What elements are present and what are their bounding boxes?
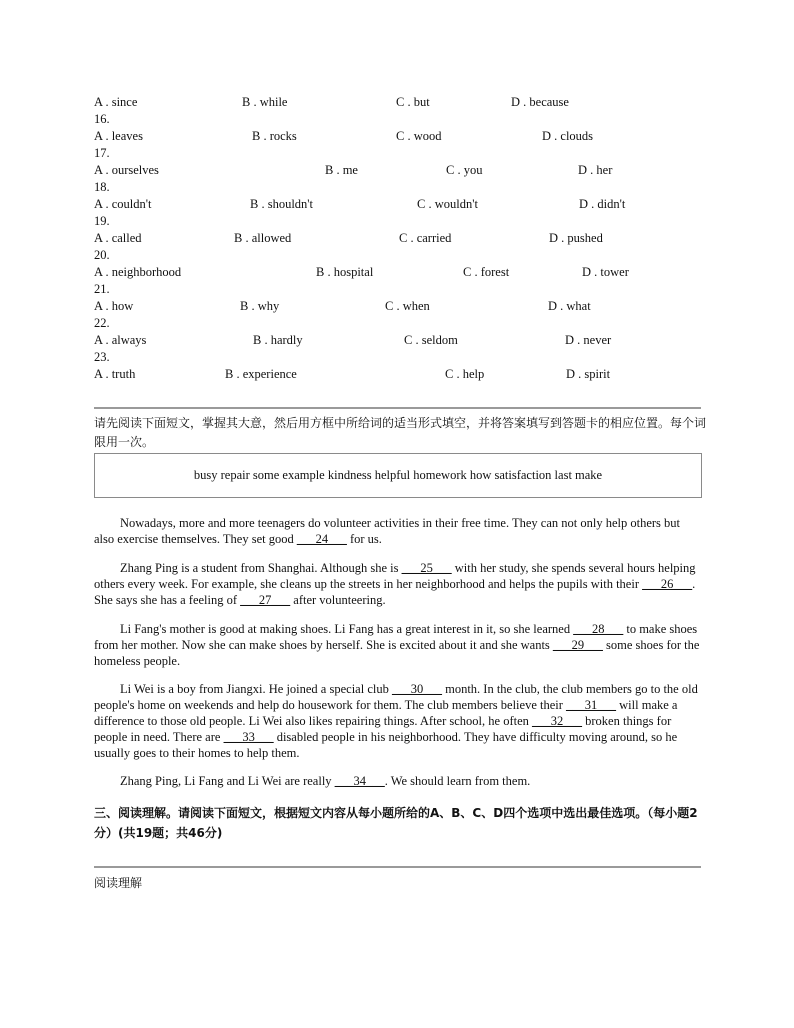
- blank-24[interactable]: ___24___: [296, 532, 347, 546]
- question-number: 17.: [94, 146, 110, 160]
- blank-33[interactable]: ___33___: [223, 730, 274, 744]
- option-b[interactable]: B . me: [325, 163, 358, 177]
- option-a[interactable]: A . called: [94, 231, 142, 245]
- option-a[interactable]: A . how: [94, 299, 134, 313]
- option-a[interactable]: A . truth: [94, 367, 136, 381]
- word-box-text: busy repair some example kindness helpful homework how satisfaction last make: [193, 468, 603, 482]
- section-divider: [94, 407, 701, 409]
- option-a[interactable]: A . since: [94, 95, 138, 109]
- question-number: 18.: [94, 180, 110, 194]
- options-row: [94, 231, 714, 247]
- option-d[interactable]: D . clouds: [542, 129, 594, 143]
- blank-30[interactable]: ___30___: [391, 682, 442, 696]
- option-c[interactable]: C . wood: [396, 129, 442, 143]
- question-number: 23.: [94, 350, 110, 364]
- blank-26[interactable]: ___26___: [642, 577, 693, 591]
- passage-paragraph: Nowadays, more and more teenagers do volunteer activities in their free time. They can not only help others but also exercise themselves. They set good ___24___ for us.: [94, 516, 681, 546]
- blank-31[interactable]: ___31___: [566, 698, 617, 712]
- passage-paragraph: Zhang Ping is a student from Shanghai. Although she is ___25___ with her study, she spends several hours helping others every week. For example, she cleans up the streets in her neighborhood and helps the pupils with their ___26___. She says she has a feeling of ___27___ after volunteering.: [94, 561, 696, 607]
- word-box: [94, 453, 702, 498]
- option-d[interactable]: D . pushed: [549, 231, 603, 245]
- question-number: 20.: [94, 248, 110, 262]
- option-c[interactable]: C . but: [396, 95, 430, 109]
- option-b[interactable]: B . while: [242, 95, 288, 109]
- option-b[interactable]: B . hardly: [253, 333, 303, 347]
- option-d[interactable]: D . never: [565, 333, 612, 347]
- option-d[interactable]: D . what: [548, 299, 591, 313]
- blank-25[interactable]: ___25___: [401, 561, 452, 575]
- option-d[interactable]: D . because: [511, 95, 569, 109]
- passage-paragraph: Li Wei is a boy from Jiangxi. He joined a special club ___30___ month. In the club, the club members go to the old people's home on weekends and help do housework for them. The club members believe their ___31___ will make a difference to those old people. Li Wei also likes repairing things. After school, he often ___32___ broken things for people in need. There are ___33___ disabled people in his neighborhood. They have difficulty moving around, so he usually goes to their homes to help them.: [94, 682, 698, 760]
- option-a[interactable]: A . couldn't: [94, 197, 152, 211]
- option-a[interactable]: A . leaves: [94, 129, 143, 143]
- option-d[interactable]: D . spirit: [566, 367, 611, 381]
- option-d[interactable]: D . didn't: [579, 197, 626, 211]
- option-c[interactable]: C . when: [385, 299, 430, 313]
- options-row: [94, 197, 714, 213]
- option-b[interactable]: B . experience: [225, 367, 297, 381]
- option-b[interactable]: B . shouldn't: [250, 197, 314, 211]
- option-b[interactable]: B . allowed: [234, 231, 292, 245]
- section-divider: [94, 866, 701, 868]
- options-row: [94, 163, 714, 179]
- options-row: [94, 299, 714, 315]
- option-c[interactable]: C . wouldn't: [417, 197, 478, 211]
- blank-29[interactable]: ___29___: [552, 638, 603, 652]
- passage-paragraph: Zhang Ping, Li Fang and Li Wei are really ___34___. We should learn from them.: [120, 774, 531, 788]
- question-number: 21.: [94, 282, 110, 296]
- option-c[interactable]: C . seldom: [404, 333, 458, 347]
- reading-comprehension-label: 阅读理解: [94, 876, 143, 890]
- instruction-text: 请先阅读下面短文，掌握其大意，然后用方框中所给词的适当形式填空，并将答案填写到答题卡的相应位置。每个词限用一次。: [94, 416, 707, 449]
- question-number: 22.: [94, 316, 110, 330]
- option-c[interactable]: C . help: [445, 367, 485, 381]
- option-b[interactable]: B . rocks: [252, 129, 297, 143]
- option-d[interactable]: D . tower: [582, 265, 629, 279]
- blank-28[interactable]: ___28___: [573, 622, 624, 636]
- blank-32[interactable]: ___32___: [532, 714, 583, 728]
- option-c[interactable]: C . carried: [399, 231, 452, 245]
- options-row: [94, 367, 714, 383]
- option-c[interactable]: C . you: [446, 163, 483, 177]
- passage-paragraph: Li Fang's mother is good at making shoes. Li Fang has a great interest in it, so she learned ___28___ to make shoes from her mother. Now she can make shoes by herself. She is excited about it and she wants ___29___ some shoes for the homeless people.: [94, 622, 700, 668]
- blank-27[interactable]: ___27___: [240, 593, 291, 607]
- options-row: [94, 333, 714, 349]
- section-title: 三、阅读理解。请阅读下面短文，根据短文内容从每小题所给的A、B、C、D四个选项中选出最佳选项。（每小题2分）(共19题；共46分): [94, 806, 698, 840]
- question-number: 16.: [94, 112, 110, 126]
- option-b[interactable]: B . why: [240, 299, 280, 313]
- options-row: [94, 265, 714, 281]
- option-b[interactable]: B . hospital: [316, 265, 374, 279]
- option-a[interactable]: A . always: [94, 333, 147, 347]
- options-row: [94, 95, 714, 111]
- option-a[interactable]: A . ourselves: [94, 163, 159, 177]
- blank-34[interactable]: ___34___: [334, 774, 385, 788]
- option-a[interactable]: A . neighborhood: [94, 265, 182, 279]
- question-number: 19.: [94, 214, 110, 228]
- options-row: [94, 129, 714, 145]
- option-d[interactable]: D . her: [578, 163, 613, 177]
- option-c[interactable]: C . forest: [463, 265, 510, 279]
